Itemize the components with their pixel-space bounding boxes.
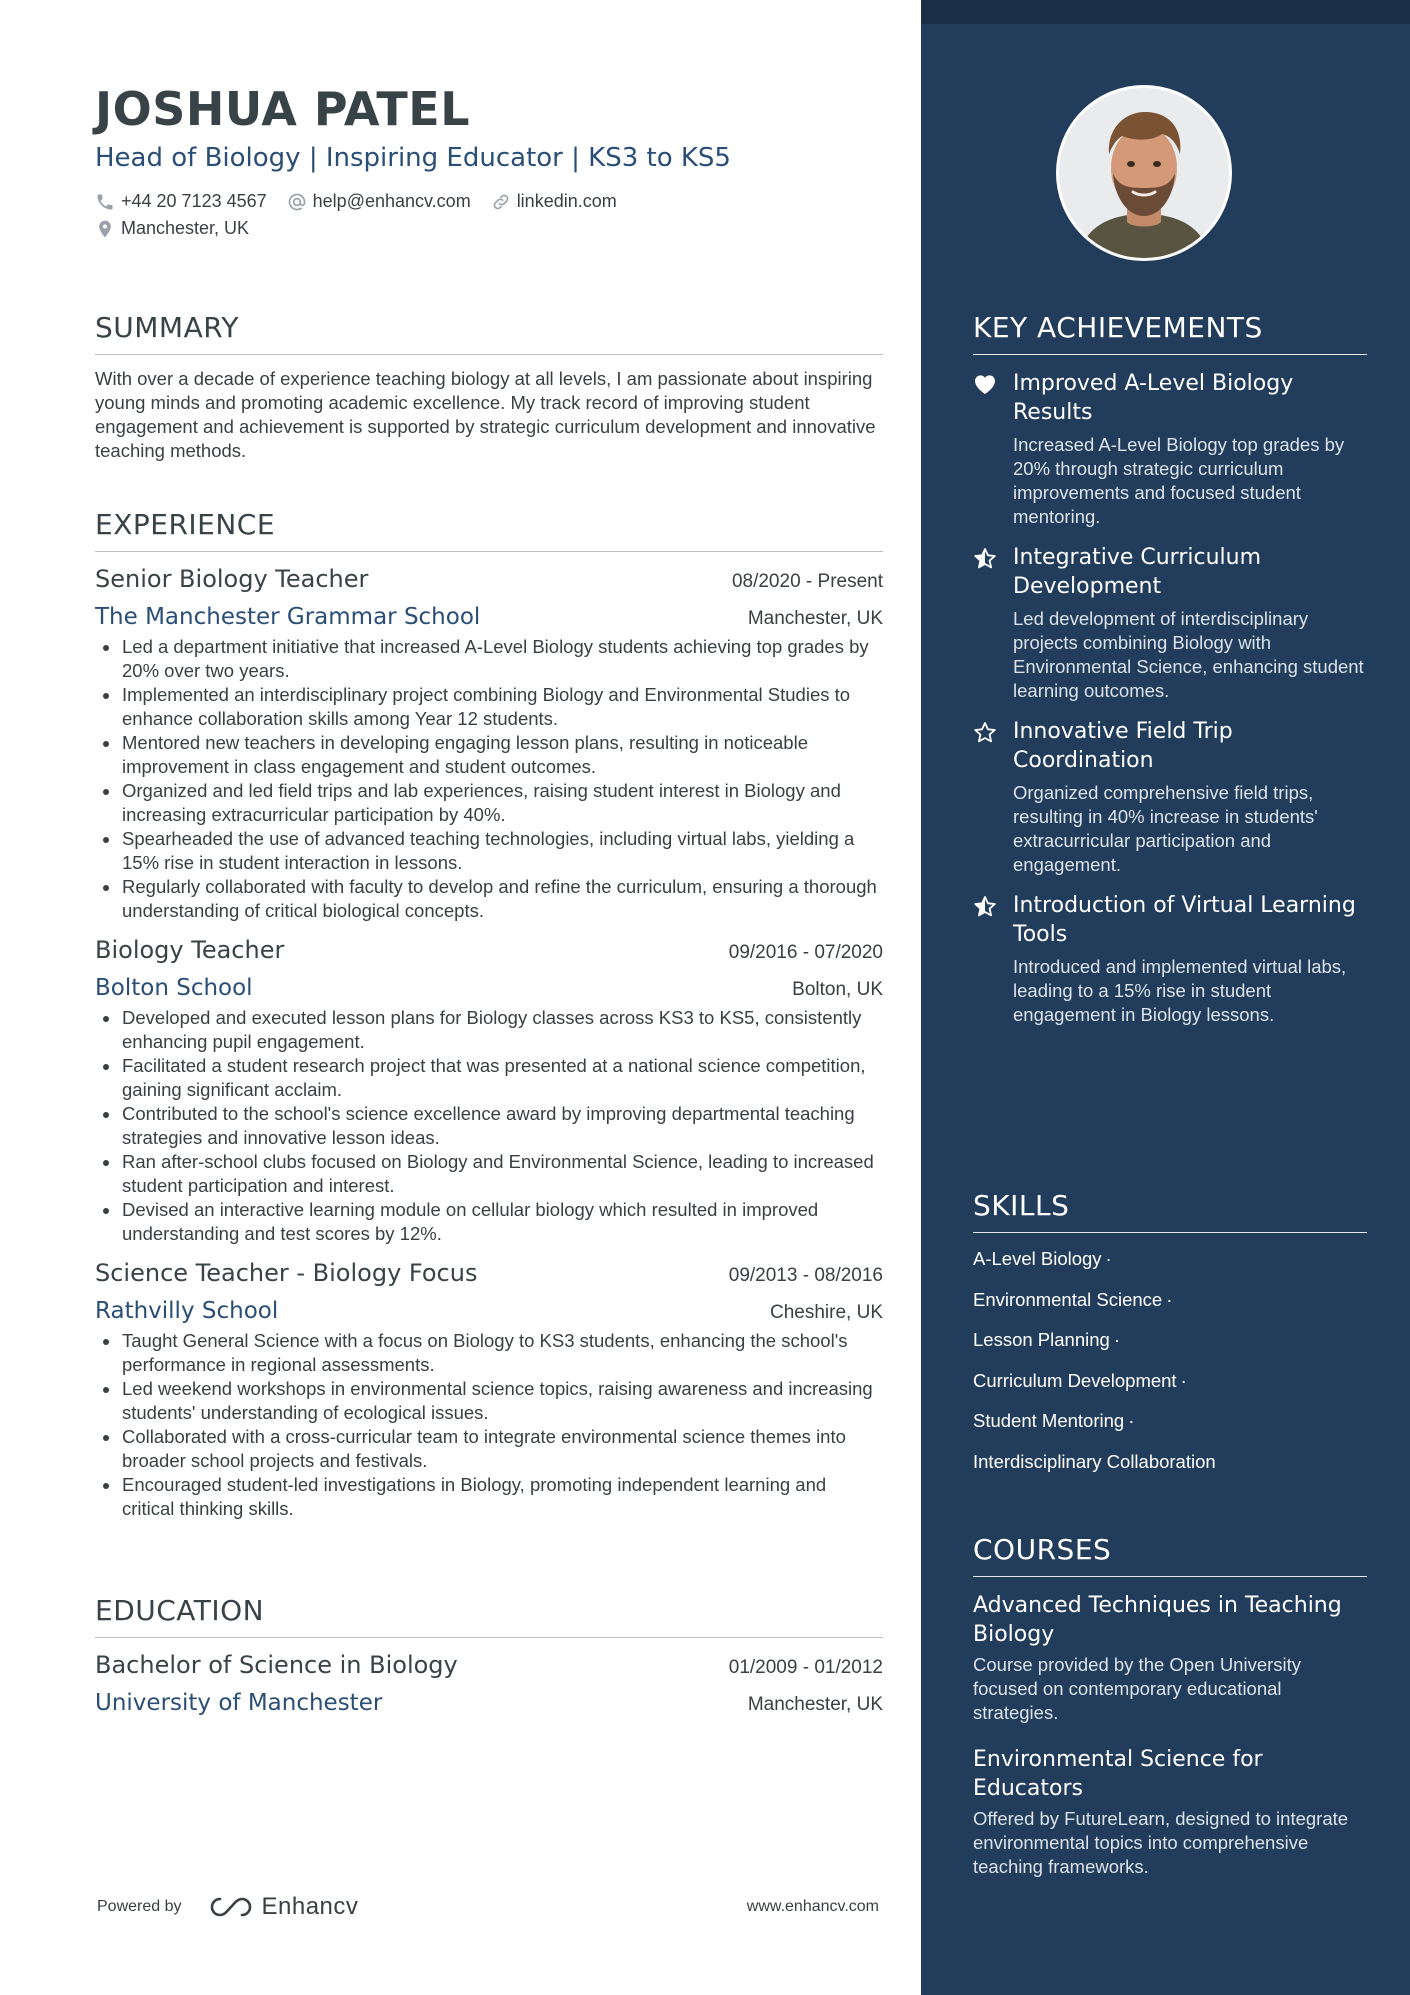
bullet-item: Encouraged student-led investigations in Biology, promoting independent learning and critical thinking skills. (95, 1473, 883, 1521)
skill-label: Student Mentoring (973, 1410, 1125, 1431)
skill-item: A-Level Biology · (973, 1248, 1112, 1269)
powered-by-label: Powered by (97, 1898, 182, 1915)
summary-title: SUMMARY (95, 310, 883, 355)
job-title: Biology Teacher (95, 936, 285, 964)
course-item (973, 1591, 1367, 1725)
bullet-item: Devised an interactive learning module on cellular biology which resulted in improved understanding and test scores by 12%. (95, 1198, 883, 1246)
enhancv-logo-icon (208, 1895, 254, 1919)
job-location: Bolton, UK (792, 979, 883, 1000)
bullet-item: Implemented an interdisciplinary project combining Biology and Environmental Studies to enhance collaboration skills among Year 12 students. (95, 683, 883, 731)
bullet-item: Taught General Science with a focus on Biology to KS3 students, enhancing the school's performance in regional assessments. (95, 1329, 883, 1377)
job-date: 09/2013 - 08/2016 (728, 1265, 883, 1286)
job-company: Bolton School (95, 975, 253, 1001)
skill-item: Curriculum Development · (973, 1369, 1187, 1391)
education-title: EDUCATION (95, 1593, 883, 1638)
bullet-item: Ran after-school clubs focused on Biology and Environmental Science, leading to increased student participation and interest. (95, 1150, 883, 1198)
bullet-item: Spearheaded the use of advanced teaching technologies, including virtual labs, yielding a 15% rise in student interaction in lessons. (95, 827, 883, 875)
skill-label: Interdisciplinary Collaboration (973, 1450, 1216, 1472)
location-pin-icon (95, 219, 115, 239)
education-entry (95, 1648, 883, 1719)
skills-list (973, 1247, 1367, 1490)
achievements-section (973, 310, 1367, 1027)
courses-title: COURSES (973, 1532, 1367, 1577)
courses-section (973, 1532, 1367, 1879)
course-title: Environmental Science for Educators (973, 1747, 1263, 1801)
job-company: The Manchester Grammar School (95, 604, 481, 630)
bullet-item: Organized and led field trips and lab experiences, raising student interest in Biology and increasing extracurricular participation by 40%. (95, 779, 883, 827)
link-icon (491, 192, 511, 212)
job-location: Cheshire, UK (770, 1302, 883, 1323)
skill-item: Lesson Planning · (973, 1329, 1120, 1350)
bullet-item: Collaborated with a cross-curricular team to integrate environmental science themes into broader school projects and festivals. (95, 1425, 883, 1473)
job-entry (95, 933, 883, 1246)
achievement-item (973, 369, 1367, 529)
skill-item: Student Mentoring · (973, 1410, 1135, 1431)
email-text: help@enhancv.com (312, 191, 471, 211)
contact-info (95, 188, 883, 242)
achievement-item (973, 543, 1367, 703)
skill-label: Curriculum Development (973, 1369, 1177, 1391)
brand-name: Enhancv (261, 1893, 359, 1920)
skill-label: Lesson Planning (973, 1329, 1110, 1350)
star-half-icon (973, 895, 997, 919)
phone-text: +44 20 7123 4567 (121, 191, 267, 211)
achievement-desc: Organized comprehensive field trips, resulting in 40% increase in students' extracurricular participation and engagement. (1013, 782, 1318, 875)
job-bullets (95, 635, 883, 923)
star-half-icon (973, 547, 997, 571)
skills-title: SKILLS (973, 1188, 1367, 1233)
achievement-title: Integrative Curriculum Development (1013, 545, 1262, 599)
course-desc: Course provided by the Open University focused on contemporary educational strategies. (973, 1654, 1302, 1723)
course-item (973, 1745, 1367, 1879)
achievement-title: Introduction of Virtual Learning Tools (1013, 893, 1356, 947)
achievement-title: Improved A-Level Biology Results (1013, 371, 1294, 425)
skill-item (973, 1450, 1367, 1491)
heart-icon (973, 373, 997, 395)
achievement-desc: Introduced and implemented virtual labs, leading to a 15% rise in student engagement in Biology lessons. (1013, 956, 1347, 1025)
job-bullets (95, 1006, 883, 1246)
education-section (95, 1593, 883, 1719)
achievement-title: Innovative Field Trip Coordination (1013, 719, 1233, 773)
phone-icon (95, 192, 115, 212)
skill-label: Environmental Science (973, 1288, 1163, 1310)
skill-item: Environmental Science · (973, 1288, 1173, 1310)
link-text: linkedin.com (516, 191, 617, 211)
experience-title: EXPERIENCE (95, 507, 883, 552)
bullet-item: Led a department initiative that increased A-Level Biology students achieving top grades by 20% over two years. (95, 635, 883, 683)
skills-section (973, 1188, 1367, 1490)
skill-label: A-Level Biology (973, 1248, 1102, 1269)
bullet-item: Mentored new teachers in developing engaging lesson plans, resulting in noticeable improvement in class engagement and student outcomes. (95, 731, 883, 779)
job-date: 09/2016 - 07/2020 (728, 942, 883, 963)
profile-photo (1059, 88, 1229, 258)
footer (97, 1893, 879, 1921)
candidate-name: JOSHUA PATEL (95, 82, 471, 136)
sidebar-column (921, 0, 1410, 1995)
footer-url[interactable]: www.enhancv.com (746, 1898, 879, 1915)
powered-by (97, 1893, 358, 1921)
job-location: Manchester, UK (747, 608, 883, 629)
sidebar-top-bar (921, 0, 1410, 24)
at-icon (287, 192, 307, 212)
bullet-item: Led weekend workshops in environmental science topics, raising awareness and increasing students' understanding of ecological issues. (95, 1377, 883, 1425)
education-date: 01/2009 - 01/2012 (728, 1657, 883, 1678)
achievement-desc: Increased A-Level Biology top grades by 20% through strategic curriculum improvements and focused student mentoring. (1013, 434, 1345, 527)
job-company: Rathvilly School (95, 1298, 279, 1324)
job-date: 08/2020 - Present (731, 571, 883, 592)
achievement-desc: Led development of interdisciplinary projects combining Biology with Environmental Science, enhancing student learning outcomes. (1013, 608, 1364, 701)
bullet-item: Regularly collaborated with faculty to develop and refine the curriculum, ensuring a thorough understanding of critical biological concepts. (95, 875, 883, 923)
job-entry (95, 1256, 883, 1521)
degree-title: Bachelor of Science in Biology (95, 1651, 458, 1679)
brand-logo[interactable] (208, 1893, 359, 1921)
education-school: University of Manchester (95, 1690, 383, 1716)
achievements-title: KEY ACHIEVEMENTS (973, 310, 1367, 355)
education-location: Manchester, UK (747, 1694, 883, 1715)
course-desc: Offered by FutureLearn, designed to integrate environmental topics into comprehensive teaching frameworks. (973, 1808, 1349, 1877)
achievement-item (973, 717, 1367, 877)
course-title: Advanced Techniques in Teaching Biology (973, 1593, 1342, 1647)
job-entry (95, 562, 883, 923)
contact-link[interactable] (491, 191, 617, 212)
location-text: Manchester, UK (121, 218, 250, 238)
job-title: Science Teacher - Biology Focus (95, 1259, 478, 1287)
summary-text: With over a decade of experience teaching biology at all levels, I am passionate about inspiring young minds and promoting academic excellence. My track record of improving student engagement and achievement is supported by strategic curriculum development and innovative teaching methods. (95, 368, 876, 461)
contact-location (95, 218, 249, 239)
summary-section (95, 310, 883, 463)
resume-header (95, 80, 883, 242)
experience-section (95, 507, 883, 1521)
star-outline-icon (973, 721, 997, 745)
bullet-item: Developed and executed lesson plans for Biology classes across KS3 to KS5, consistently enhancing pupil engagement. (95, 1006, 883, 1054)
job-bullets (95, 1329, 883, 1521)
job-title: Senior Biology Teacher (95, 565, 369, 593)
contact-email[interactable] (287, 191, 471, 212)
candidate-headline: Head of Biology | Inspiring Educator | KS3 to KS5 (95, 143, 731, 173)
bullet-item: Contributed to the school's science excellence award by improving departmental teaching strategies and innovative lesson ideas. (95, 1102, 883, 1150)
bullet-item: Facilitated a student research project that was presented at a national science competition, gaining significant acclaim. (95, 1054, 883, 1102)
avatar (1056, 85, 1232, 261)
contact-phone[interactable] (95, 191, 267, 212)
achievement-item (973, 891, 1367, 1027)
